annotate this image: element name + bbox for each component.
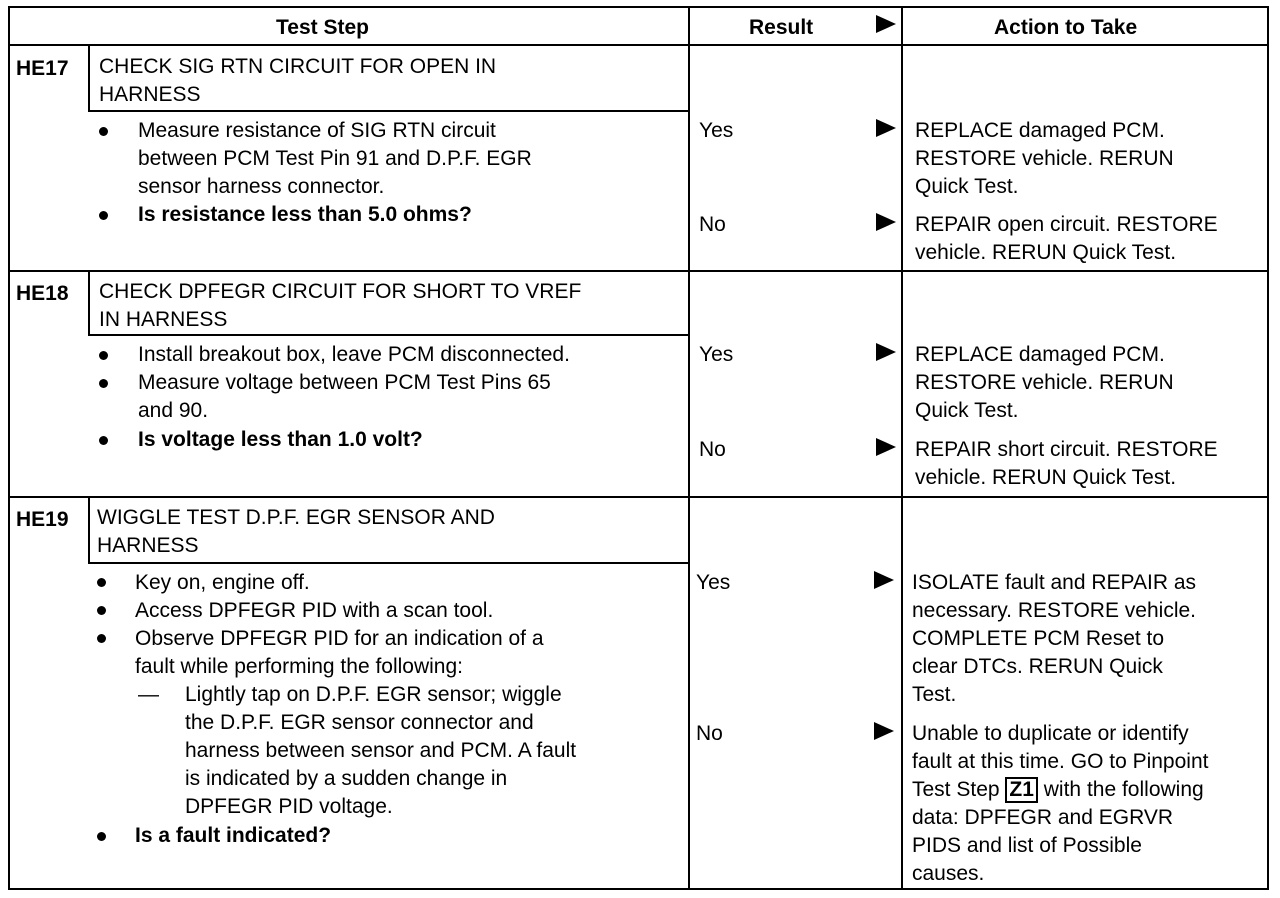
- code-cell-divider: [88, 44, 90, 112]
- instruction-text: Measure resistance of SIG RTN circuit between PCM Test Pin 91 and D.P.F. EGR sensor harness connector.: [138, 119, 532, 198]
- no-action-text: Unable to duplicate or identify fault at this time. GO to Pinpoint Test Step Z1 with the following data: DPFEGR and EGRVR PIDS and list of Possible causes.: [912, 722, 1209, 885]
- bullet-icon: [99, 379, 108, 388]
- instruction-text: Access DPFEGR PID with a scan tool.: [135, 599, 494, 622]
- column-divider-action: [901, 6, 903, 890]
- pinpoint-reference-line: Test Step Z1 with the following: [912, 778, 1204, 801]
- dash-icon: —: [138, 683, 159, 706]
- result-arrow-icon: [876, 213, 896, 231]
- result-arrow-icon: [876, 343, 896, 361]
- step-title: WIGGLE TEST D.P.F. EGR SENSOR AND HARNESS: [97, 506, 495, 557]
- result-arrow-icon: [876, 119, 896, 137]
- instruction-text: Key on, engine off.: [135, 571, 310, 594]
- result-no: No: [699, 213, 726, 236]
- code-cell-divider: [88, 496, 90, 564]
- table-top-border: [8, 6, 1269, 8]
- bullet-icon: [97, 832, 106, 841]
- step-title: CHECK SIG RTN CIRCUIT FOR OPEN IN HARNESS: [99, 55, 497, 106]
- result-yes: Yes: [696, 571, 731, 594]
- yes-action-text: REPLACE damaged PCM. RESTORE vehicle. RERUN Quick Test.: [915, 119, 1174, 198]
- question-text: Is voltage less than 1.0 volt?: [138, 428, 423, 451]
- header-action: Action to Take: [994, 16, 1138, 39]
- header-result: Result: [749, 16, 814, 39]
- table-right-border: [1267, 6, 1269, 890]
- result-arrow-icon: [876, 15, 896, 33]
- result-arrow-icon: [874, 722, 894, 740]
- title-divider: [88, 334, 690, 336]
- result-yes: Yes: [699, 343, 734, 366]
- bullet-icon: [97, 634, 106, 643]
- header-divider: [8, 44, 1269, 46]
- row-divider: [8, 496, 1269, 498]
- sub-item-text: Lightly tap on D.P.F. EGR sensor; wiggle the D.P.F. EGR sensor connector and harness between sensor and PCM. A fault is indicated by a sudden change in DPFEGR PID voltage.: [185, 683, 577, 818]
- title-divider: [88, 562, 690, 564]
- question-text: Is a fault indicated?: [135, 824, 332, 847]
- bullet-icon: [99, 436, 108, 445]
- yes-action-text: REPLACE damaged PCM. RESTORE vehicle. RERUN Quick Test.: [915, 343, 1174, 422]
- result-yes: Yes: [699, 119, 734, 142]
- no-action-text: REPAIR short circuit. RESTORE vehicle. RERUN Quick Test.: [915, 438, 1218, 489]
- column-divider-result: [688, 6, 690, 890]
- step-title: CHECK DPFEGR CIRCUIT FOR SHORT TO VREF IN HARNESS: [99, 280, 582, 331]
- result-no: No: [696, 722, 723, 745]
- step-code: HE18: [16, 282, 69, 305]
- instruction-text: Observe DPFEGR PID for an indication of a fault while performing the following:: [135, 627, 544, 678]
- row-divider: [8, 270, 1269, 272]
- result-no: No: [699, 438, 726, 461]
- table-bottom-border: [8, 888, 1269, 890]
- question-text: Is resistance less than 5.0 ohms?: [138, 203, 472, 226]
- step-code: HE19: [16, 508, 69, 531]
- bullet-icon: [97, 606, 106, 615]
- test-step-table: [8, 6, 1269, 890]
- instruction-text: Install breakout box, leave PCM disconnected.: [138, 343, 570, 366]
- no-action-text: REPAIR open circuit. RESTORE vehicle. RERUN Quick Test.: [915, 213, 1218, 264]
- yes-action-text: ISOLATE fault and REPAIR as necessary. RESTORE vehicle. COMPLETE PCM Reset to clear DTCs. RERUN Quick Test.: [912, 571, 1197, 706]
- header-test-step: Test Step: [276, 16, 369, 39]
- instruction-text: Measure voltage between PCM Test Pins 65 and 90.: [138, 371, 551, 422]
- bullet-icon: [97, 578, 106, 587]
- title-divider: [88, 110, 690, 112]
- step-code: HE17: [16, 57, 69, 80]
- bullet-icon: [99, 351, 108, 360]
- result-arrow-icon: [874, 571, 894, 589]
- bullet-icon: [99, 211, 108, 220]
- pinpoint-step-ref: Z1: [1005, 777, 1038, 803]
- table-left-border: [8, 6, 10, 890]
- result-arrow-icon: [876, 438, 896, 456]
- code-cell-divider: [88, 270, 90, 336]
- bullet-icon: [99, 127, 108, 136]
